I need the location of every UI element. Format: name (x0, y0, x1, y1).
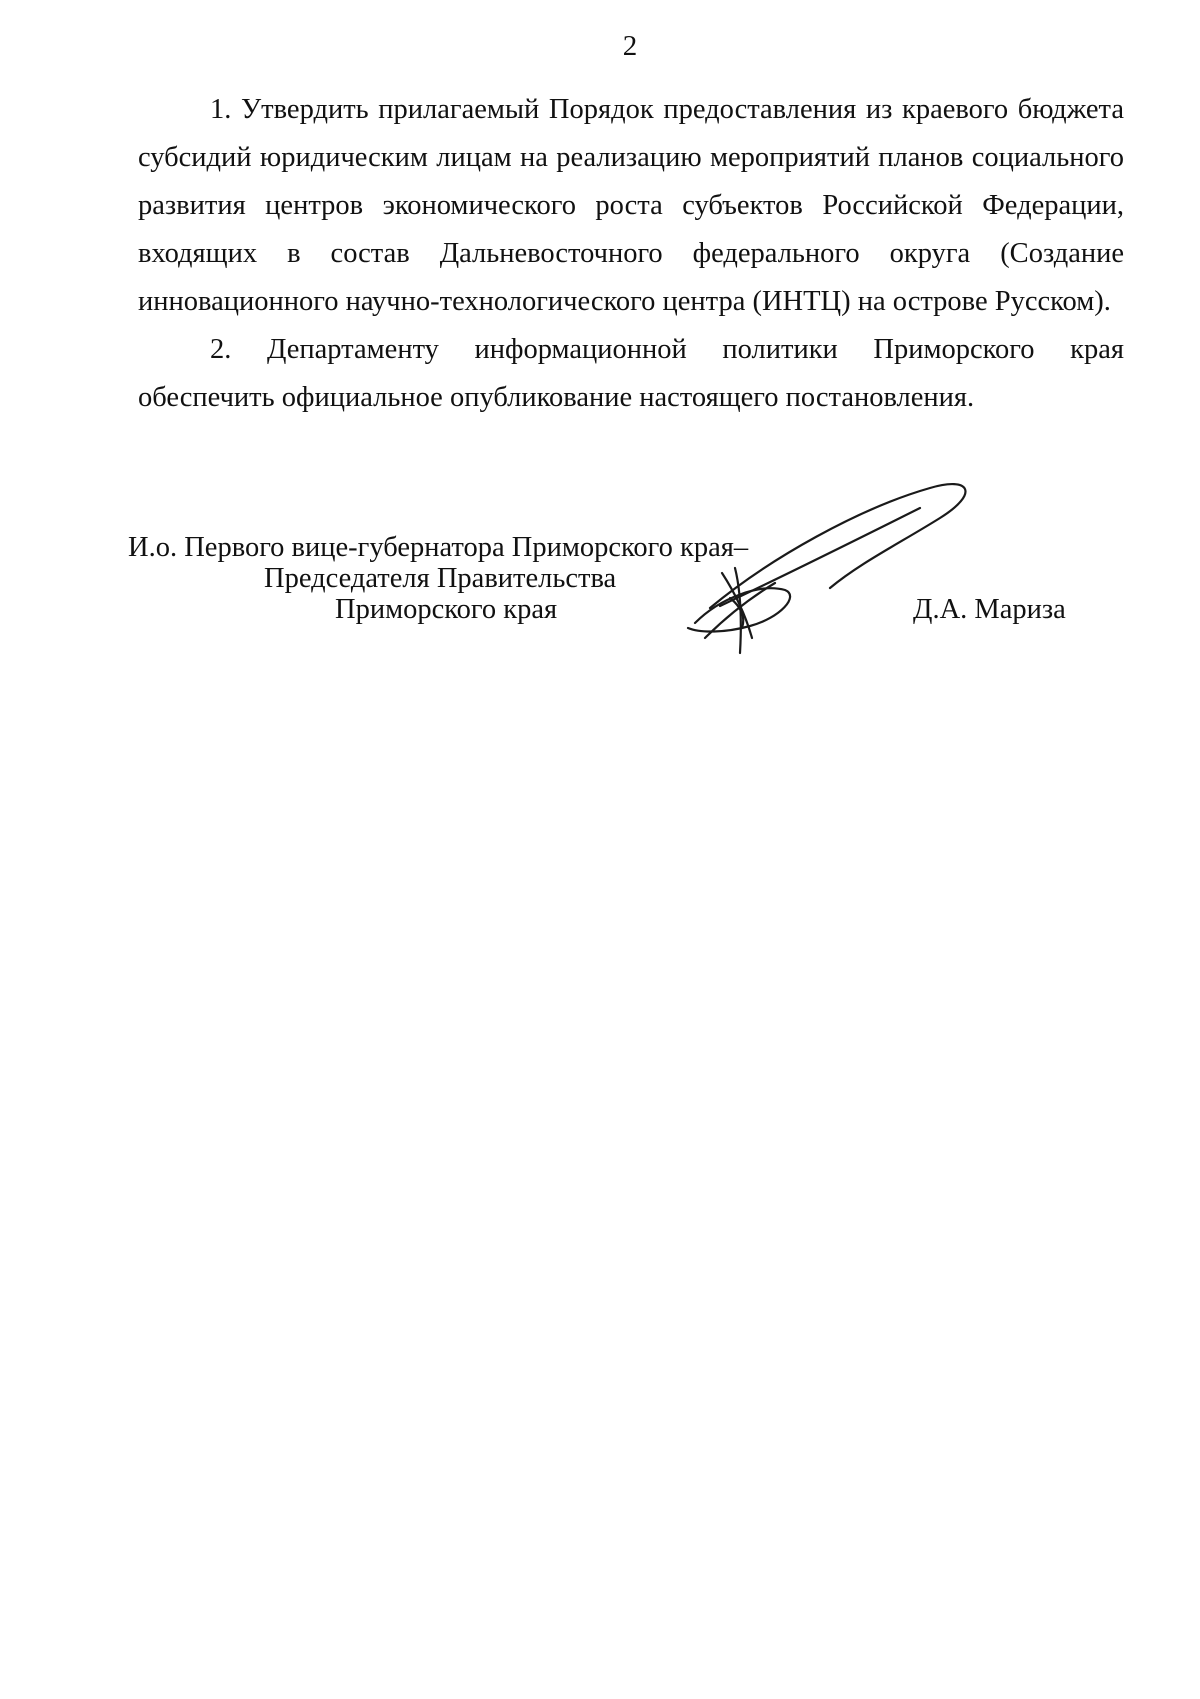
position-line-1: И.о. Первого вице-губернатора Приморского края– (128, 532, 749, 563)
position-line-3: Приморского края (335, 594, 558, 625)
paragraph-1: 1. Утвердить прилагаемый Порядок предоставления из краевого бюджета субсидий юридическим лицам на реализацию мероприятий планов социального развития центров экономического роста субъектов Российской Федерации, входящих в состав Дальневосточного федерального округа (Создание инновационного научно-технологического центра (ИНТЦ) на острове Русском). (138, 94, 1124, 317)
handwritten-signature (680, 478, 1010, 678)
page-number: 2 (622, 30, 638, 62)
paragraph-2: 2. Департаменту информационной политики Приморского края обеспечить официальное опубликование настоящего постановления. (138, 334, 1124, 413)
signatory-name: Д.А. Мариза (913, 594, 1066, 625)
document-body (138, 86, 1124, 422)
position-line-2: Председателя Правительства (264, 563, 617, 594)
